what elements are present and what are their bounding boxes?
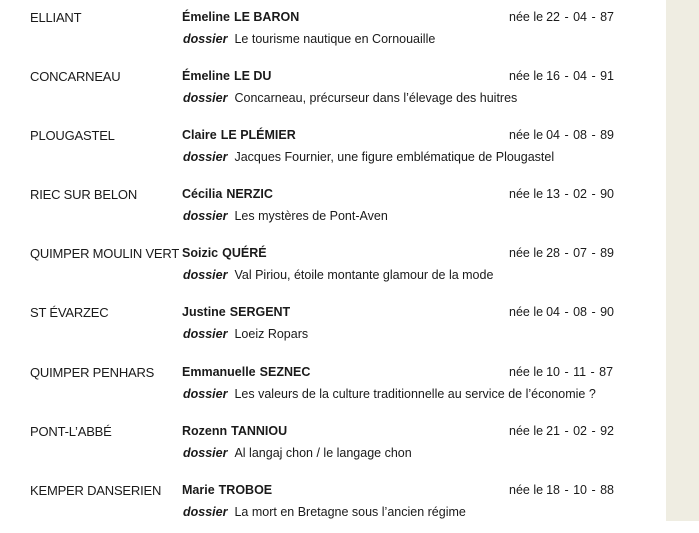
birth-date	[509, 246, 614, 260]
dossier-line	[183, 32, 435, 46]
date-value: 28 - 07 - 89	[546, 246, 614, 260]
date-value: 13 - 02 - 90	[546, 187, 614, 201]
candidate-name	[182, 365, 310, 379]
last-name: LE PLÉMIER	[220, 128, 296, 142]
commune: RIEC SUR BELON	[30, 187, 138, 202]
list-item	[0, 69, 666, 119]
first-name: Emmanuelle	[182, 365, 256, 379]
list-item	[0, 246, 666, 296]
list-item	[0, 305, 666, 355]
last-name: LE DU	[233, 69, 272, 83]
dossier-title: Val Piriou, étoile montante glamour de la mode	[234, 268, 494, 282]
list-item	[0, 10, 666, 60]
list-item	[0, 424, 666, 474]
dossier-label: dossier	[183, 505, 228, 519]
list-item	[0, 128, 666, 178]
birth-date	[509, 187, 614, 201]
first-name: Justine	[182, 305, 226, 319]
dossier-title: Jacques Fournier, une figure emblématique de Plougastel	[234, 150, 555, 164]
dossier-line	[183, 446, 412, 460]
first-name: Cécilia	[182, 187, 223, 201]
dossier-title: Les valeurs de la culture traditionnelle au service de l’économie ?	[234, 387, 596, 401]
dossier-label: dossier	[183, 32, 228, 46]
date-value: 21 - 02 - 92	[546, 424, 614, 438]
dossier-title: La mort en Bretagne sous l’ancien régime	[234, 505, 466, 519]
dossier-line	[183, 91, 517, 105]
first-name: Soizic	[182, 246, 219, 260]
birth-date	[509, 305, 614, 319]
date-value: 22 - 04 - 87	[546, 10, 614, 24]
born-label: née le	[509, 187, 544, 201]
dossier-line	[183, 268, 493, 282]
dossier-label: dossier	[183, 446, 228, 460]
date-value: 10 - 11 - 87	[546, 365, 614, 379]
dossier-title: Loeiz Ropars	[234, 327, 309, 341]
list-item	[0, 365, 666, 415]
dossier-label: dossier	[183, 268, 228, 282]
commune: QUIMPER PENHARS	[30, 365, 155, 380]
last-name: QUÉRÉ	[222, 246, 267, 260]
commune: ST ÉVARZEC	[30, 305, 109, 320]
dossier-label: dossier	[183, 91, 228, 105]
date-value: 16 - 04 - 91	[546, 69, 614, 83]
dossier-line	[183, 387, 596, 401]
side-band	[666, 0, 699, 521]
dossier-title: Le tourisme nautique en Cornouaille	[234, 32, 436, 46]
candidate-name	[182, 424, 287, 438]
dossier-label: dossier	[183, 327, 228, 341]
date-value: 18 - 10 - 88	[546, 483, 614, 497]
last-name: SERGENT	[229, 305, 291, 319]
born-label: née le	[509, 305, 544, 319]
commune: ELLIANT	[30, 10, 82, 25]
dossier-line	[183, 209, 388, 223]
dossier-label: dossier	[183, 150, 228, 164]
born-label: née le	[509, 69, 544, 83]
born-label: née le	[509, 10, 544, 24]
dossier-line	[183, 327, 308, 341]
commune: PONT-L’ABBÉ	[30, 424, 112, 439]
commune: PLOUGASTEL	[30, 128, 115, 143]
dossier-title: Al langaj chon / le langage chon	[234, 446, 412, 460]
last-name: TANNIOU	[231, 424, 288, 438]
first-name: Marie	[182, 483, 215, 497]
birth-date	[509, 128, 614, 142]
born-label: née le	[509, 128, 544, 142]
date-value: 04 - 08 - 90	[546, 305, 614, 319]
dossier-title: Les mystères de Pont-Aven	[234, 209, 388, 223]
candidate-name	[182, 69, 271, 83]
dossier-line	[183, 150, 554, 164]
commune: QUIMPER MOULIN VERT	[30, 246, 180, 261]
candidate-name	[182, 305, 290, 319]
birth-date	[509, 424, 614, 438]
dossier-title: Concarneau, précurseur dans l’élevage des huitres	[234, 91, 518, 105]
birth-date	[509, 365, 613, 379]
first-name: Émeline	[182, 69, 230, 83]
candidate-name	[182, 10, 299, 24]
dossier-label: dossier	[183, 209, 228, 223]
first-name: Émeline	[182, 10, 230, 24]
born-label: née le	[509, 424, 544, 438]
list-item	[0, 187, 666, 237]
birth-date	[509, 483, 614, 497]
birth-date	[509, 69, 614, 83]
candidate-name	[182, 187, 273, 201]
commune: KEMPER DANSERIEN	[30, 483, 162, 498]
born-label: née le	[509, 483, 544, 497]
first-name: Rozenn	[182, 424, 228, 438]
last-name: NERZIC	[226, 187, 273, 201]
last-name: LE BARON	[233, 10, 300, 24]
last-name: TROBOE	[218, 483, 273, 497]
date-value: 04 - 08 - 89	[546, 128, 614, 142]
last-name: SEZNEC	[259, 365, 311, 379]
candidate-name	[182, 246, 267, 260]
dossier-line	[183, 505, 466, 519]
commune: CONCARNEAU	[30, 69, 121, 84]
birth-date	[509, 10, 614, 24]
dossier-label: dossier	[183, 387, 228, 401]
candidate-name	[182, 128, 296, 142]
born-label: née le	[509, 365, 544, 379]
list-item	[0, 483, 666, 533]
born-label: née le	[509, 246, 544, 260]
candidate-name	[182, 483, 272, 497]
first-name: Claire	[182, 128, 217, 142]
